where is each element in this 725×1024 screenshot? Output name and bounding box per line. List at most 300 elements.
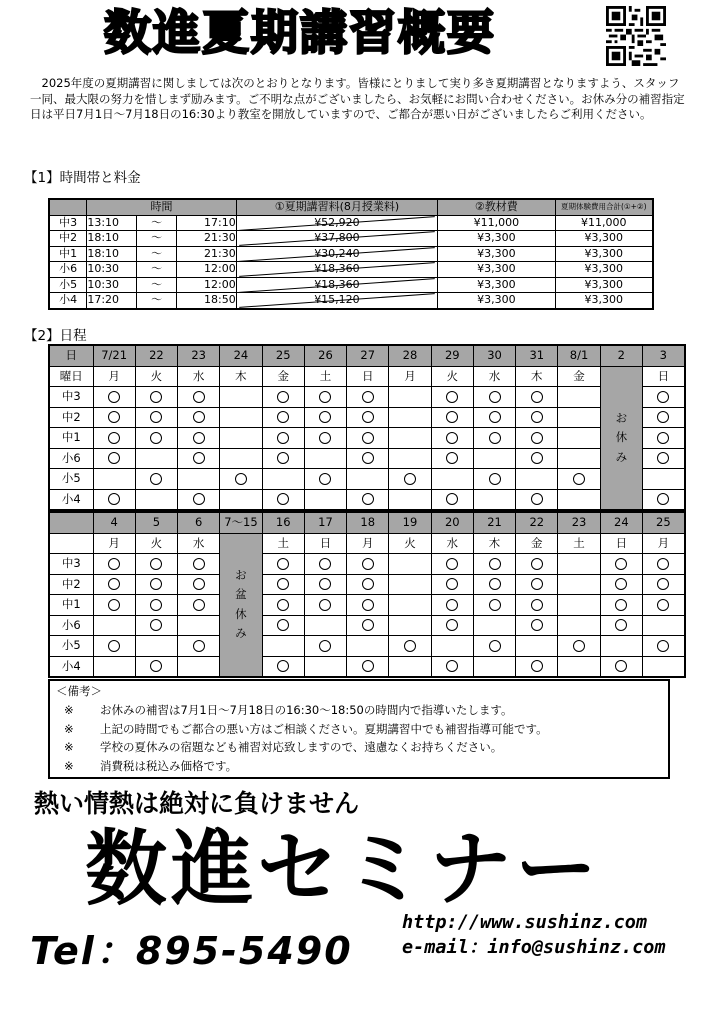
session-mark-icon <box>193 599 205 611</box>
session-cell <box>178 448 220 469</box>
session-cell <box>135 595 177 616</box>
fee-end-cell: 21:30 <box>176 246 236 262</box>
holiday-char: み <box>235 626 247 641</box>
date-cell: 5 <box>135 512 177 533</box>
session-cell <box>473 428 515 449</box>
fee-course-cell <box>236 246 437 262</box>
note-mark: ※ <box>64 740 74 754</box>
session-mark-icon <box>657 599 669 611</box>
weekday-cell: 月 <box>642 533 684 554</box>
grade-row <box>49 656 685 677</box>
weekday-cell: 土 <box>262 533 304 554</box>
date-cell: 7/21 <box>93 345 135 366</box>
session-mark-icon <box>108 391 120 403</box>
fee-total-cell: ¥3,300 <box>555 277 653 293</box>
date-cell: 24 <box>600 512 642 533</box>
session-mark-icon <box>531 432 543 444</box>
session-cell <box>516 489 558 510</box>
session-cell <box>135 656 177 677</box>
fee-end-cell: 21:30 <box>176 231 236 247</box>
fee-material-cell: ¥3,300 <box>438 293 555 309</box>
note-text: 上記の時間でもご都合の悪い方はご相談ください。夏期講習中でも補習指導可能です。 <box>100 721 548 736</box>
weekday-cell: 木 <box>473 533 515 554</box>
grade-row <box>49 428 685 449</box>
grade-row <box>49 489 685 510</box>
session-mark-icon <box>319 391 331 403</box>
session-mark-icon <box>489 473 501 485</box>
weekday-cell: 火 <box>431 366 473 387</box>
grade-row <box>49 387 685 408</box>
fee-grade-cell: 小5 <box>49 277 87 293</box>
date-row <box>49 512 685 533</box>
session-cell <box>600 615 642 636</box>
session-cell <box>431 407 473 428</box>
fee-course-cell <box>236 293 437 309</box>
session-cell <box>93 636 135 657</box>
date-cell: 4 <box>93 512 135 533</box>
session-cell <box>93 387 135 408</box>
session-mark-icon <box>657 432 669 444</box>
fee-course-cell <box>236 215 437 231</box>
session-cell <box>558 615 600 636</box>
session-cell <box>642 489 684 510</box>
fee-row <box>49 293 653 309</box>
session-mark-icon <box>489 578 501 590</box>
session-mark-icon <box>277 558 289 570</box>
session-cell <box>304 448 346 469</box>
session-cell <box>389 636 431 657</box>
session-mark-icon <box>404 473 416 485</box>
session-cell <box>93 595 135 616</box>
fee-row <box>49 215 653 231</box>
grade-cell: 中3 <box>49 387 93 408</box>
session-mark-icon <box>150 660 162 672</box>
struck-price: ¥30,240 <box>314 246 360 260</box>
session-cell <box>516 428 558 449</box>
fee-total-cell: ¥3,300 <box>555 262 653 278</box>
session-cell <box>93 448 135 469</box>
grade-cell: 中3 <box>49 554 93 575</box>
session-cell <box>431 428 473 449</box>
fee-grade-cell: 小4 <box>49 293 87 309</box>
session-mark-icon <box>446 578 458 590</box>
session-cell <box>178 574 220 595</box>
fee-material-cell: ¥3,300 <box>438 246 555 262</box>
corner-cell: 日 <box>49 345 93 366</box>
holiday-char: み <box>615 449 628 464</box>
session-mark-icon <box>446 432 458 444</box>
session-mark-icon <box>108 452 120 464</box>
grade-row <box>49 554 685 575</box>
session-mark-icon <box>362 391 374 403</box>
weekday-cell: 火 <box>135 533 177 554</box>
session-cell <box>558 428 600 449</box>
session-cell <box>220 469 262 490</box>
note-line <box>64 721 548 737</box>
session-mark-icon <box>446 599 458 611</box>
fee-total-cell: ¥11,000 <box>555 215 653 231</box>
weekday-label: 曜日 <box>49 366 93 387</box>
fee-grade-cell: 中2 <box>49 231 87 247</box>
session-cell <box>516 595 558 616</box>
session-cell <box>347 489 389 510</box>
session-cell <box>262 387 304 408</box>
session-cell <box>389 469 431 490</box>
weekday-cell: 水 <box>178 533 220 554</box>
fee-start-cell: 10:30 <box>87 262 137 278</box>
session-mark-icon <box>319 558 331 570</box>
session-cell <box>178 428 220 449</box>
date-cell: 25 <box>642 512 684 533</box>
session-cell <box>642 469 684 490</box>
fee-sep-cell: ～ <box>137 262 177 278</box>
session-mark-icon <box>108 558 120 570</box>
fee-header-material: ②教材費 <box>438 199 555 215</box>
session-cell <box>431 615 473 636</box>
session-cell <box>347 448 389 469</box>
weekday-cell: 日 <box>347 366 389 387</box>
session-mark-icon <box>150 473 162 485</box>
fee-sep-cell: ～ <box>137 277 177 293</box>
session-mark-icon <box>277 660 289 672</box>
session-cell <box>178 656 220 677</box>
fee-start-cell: 18:10 <box>87 231 137 247</box>
fee-start-cell: 17:20 <box>87 293 137 309</box>
session-mark-icon <box>531 452 543 464</box>
fee-total-cell: ¥3,300 <box>555 231 653 247</box>
session-mark-icon <box>193 432 205 444</box>
session-cell <box>262 554 304 575</box>
session-mark-icon <box>277 493 289 505</box>
weekday-cell: 土 <box>558 533 600 554</box>
session-mark-icon <box>277 411 289 423</box>
session-cell <box>178 615 220 636</box>
session-cell <box>220 428 262 449</box>
section-heading-schedule: 【2】日程 <box>24 328 87 344</box>
session-cell <box>558 448 600 469</box>
date-cell: 22 <box>516 512 558 533</box>
date-row <box>49 345 685 366</box>
session-mark-icon <box>573 473 585 485</box>
session-mark-icon <box>615 660 627 672</box>
session-cell <box>304 595 346 616</box>
session-cell <box>262 574 304 595</box>
session-mark-icon <box>446 558 458 570</box>
weekday-cell: 水 <box>178 366 220 387</box>
grade-cell: 中2 <box>49 574 93 595</box>
struck-price: ¥18,360 <box>314 277 360 291</box>
session-cell <box>558 387 600 408</box>
date-cell: 30 <box>473 345 515 366</box>
fee-sep-cell: ～ <box>137 293 177 309</box>
fee-row <box>49 262 653 278</box>
session-cell <box>347 615 389 636</box>
session-cell <box>389 387 431 408</box>
fee-header-blank <box>49 199 87 215</box>
date-cell: 3 <box>642 345 684 366</box>
date-cell: 20 <box>431 512 473 533</box>
session-cell <box>347 407 389 428</box>
struck-price: ¥15,120 <box>314 293 360 307</box>
session-cell <box>347 387 389 408</box>
session-mark-icon <box>446 452 458 464</box>
session-cell <box>304 656 346 677</box>
note-line <box>64 758 237 774</box>
session-mark-icon <box>489 432 501 444</box>
session-mark-icon <box>235 473 247 485</box>
session-mark-icon <box>108 599 120 611</box>
session-cell <box>135 387 177 408</box>
fee-end-cell: 12:00 <box>176 277 236 293</box>
session-cell <box>262 469 304 490</box>
session-mark-icon <box>319 432 331 444</box>
note-mark: ※ <box>64 721 74 736</box>
session-mark-icon <box>531 493 543 505</box>
note-mark: ※ <box>64 758 74 773</box>
session-cell <box>473 554 515 575</box>
session-cell <box>135 469 177 490</box>
session-mark-icon <box>150 432 162 444</box>
session-mark-icon <box>446 619 458 631</box>
session-cell <box>431 636 473 657</box>
session-cell <box>262 615 304 636</box>
session-mark-icon <box>531 660 543 672</box>
session-cell <box>431 448 473 469</box>
session-mark-icon <box>193 391 205 403</box>
fee-grade-cell: 中1 <box>49 246 87 262</box>
session-mark-icon <box>615 578 627 590</box>
session-cell <box>642 554 684 575</box>
grade-cell: 小5 <box>49 469 93 490</box>
session-cell <box>558 489 600 510</box>
session-cell <box>642 448 684 469</box>
session-cell <box>93 574 135 595</box>
session-cell <box>389 448 431 469</box>
session-mark-icon <box>657 411 669 423</box>
session-cell <box>516 448 558 469</box>
struck-price: ¥18,360 <box>314 262 360 276</box>
weekday-cell: 土 <box>304 366 346 387</box>
date-cell: 23 <box>558 512 600 533</box>
session-mark-icon <box>193 452 205 464</box>
fee-sep-cell: ～ <box>137 215 177 231</box>
fee-row <box>49 246 653 262</box>
fee-header-time: 時間 <box>87 199 236 215</box>
session-cell <box>220 489 262 510</box>
school-name: 数進セミナー <box>85 822 602 917</box>
session-mark-icon <box>193 578 205 590</box>
session-cell <box>473 615 515 636</box>
date-cell: 18 <box>347 512 389 533</box>
session-cell <box>262 448 304 469</box>
fee-total-cell: ¥3,300 <box>555 246 653 262</box>
session-mark-icon <box>150 619 162 631</box>
fee-course-cell <box>236 231 437 247</box>
date-cell: 24 <box>220 345 262 366</box>
session-cell <box>558 636 600 657</box>
session-mark-icon <box>657 452 669 464</box>
session-mark-icon <box>362 558 374 570</box>
session-cell <box>135 489 177 510</box>
fee-grade-cell: 中3 <box>49 215 87 231</box>
fee-start-cell: 10:30 <box>87 277 137 293</box>
website-link[interactable]: http://www.sushinz.com <box>402 912 648 933</box>
session-cell <box>558 656 600 677</box>
grade-row <box>49 574 685 595</box>
session-mark-icon <box>489 640 501 652</box>
session-mark-icon <box>446 391 458 403</box>
date-cell: 27 <box>347 345 389 366</box>
note-text: 学校の夏休みの宿題なども補習対応致しますので、遠慮なくお持ちください。 <box>100 740 503 754</box>
session-cell <box>304 469 346 490</box>
qr-code-icon[interactable] <box>606 6 666 66</box>
session-cell <box>262 656 304 677</box>
session-cell <box>558 554 600 575</box>
session-cell <box>558 595 600 616</box>
session-mark-icon <box>277 391 289 403</box>
session-mark-icon <box>615 619 627 631</box>
session-cell <box>642 387 684 408</box>
session-cell <box>473 656 515 677</box>
session-cell <box>220 448 262 469</box>
weekday-cell: 月 <box>389 366 431 387</box>
note-text: 消費税は税込み価格です。 <box>100 758 238 773</box>
weekday-cell: 日 <box>600 533 642 554</box>
date-cell: 8/1 <box>558 345 600 366</box>
session-cell <box>135 636 177 657</box>
date-cell: 17 <box>304 512 346 533</box>
weekday-cell: 月 <box>93 533 135 554</box>
fee-sep-cell: ～ <box>137 246 177 262</box>
session-mark-icon <box>150 558 162 570</box>
session-cell <box>558 407 600 428</box>
session-mark-icon <box>489 558 501 570</box>
session-cell <box>473 636 515 657</box>
session-cell <box>347 656 389 677</box>
session-cell <box>431 554 473 575</box>
session-cell <box>431 387 473 408</box>
session-cell <box>431 469 473 490</box>
holiday-char: お <box>235 567 247 582</box>
session-cell <box>178 407 220 428</box>
session-cell <box>220 387 262 408</box>
weekday-cell: 日 <box>304 533 346 554</box>
contact-block <box>402 910 666 960</box>
weekday-cell: 火 <box>135 366 177 387</box>
session-cell <box>178 554 220 575</box>
weekday-cell: 月 <box>93 366 135 387</box>
session-cell <box>516 656 558 677</box>
session-cell <box>178 469 220 490</box>
date-cell: 19 <box>389 512 431 533</box>
session-cell <box>642 574 684 595</box>
session-cell <box>600 554 642 575</box>
struck-price: ¥37,800 <box>314 231 360 245</box>
session-cell <box>642 428 684 449</box>
session-cell <box>389 615 431 636</box>
session-cell <box>135 554 177 575</box>
grade-row <box>49 469 685 490</box>
session-cell <box>347 554 389 575</box>
email-link[interactable]: e-mail：info@sushinz.com <box>402 937 666 958</box>
session-mark-icon <box>362 493 374 505</box>
section-heading-fees: 【1】時間帯と料金 <box>24 170 141 186</box>
session-cell <box>431 574 473 595</box>
fee-end-cell: 18:50 <box>176 293 236 309</box>
session-cell <box>304 636 346 657</box>
corner-cell <box>49 512 93 533</box>
date-cell: 7～15 <box>220 512 262 533</box>
session-mark-icon <box>150 599 162 611</box>
session-mark-icon <box>150 578 162 590</box>
session-mark-icon <box>531 411 543 423</box>
fee-material-cell: ¥3,300 <box>438 277 555 293</box>
session-mark-icon <box>150 411 162 423</box>
grade-row <box>49 595 685 616</box>
fee-course-cell <box>236 277 437 293</box>
phone-number[interactable]: Tel：895-5490 <box>30 929 353 973</box>
session-cell <box>178 636 220 657</box>
session-mark-icon <box>489 391 501 403</box>
session-mark-icon <box>531 578 543 590</box>
notes-box <box>48 679 670 779</box>
fee-header-course: ①夏期講習料(8月授業料) <box>236 199 437 215</box>
fee-material-cell: ¥3,300 <box>438 231 555 247</box>
session-mark-icon <box>446 493 458 505</box>
session-cell <box>642 656 684 677</box>
date-cell: 26 <box>304 345 346 366</box>
session-cell <box>93 469 135 490</box>
fee-total-cell: ¥3,300 <box>555 293 653 309</box>
session-cell <box>93 407 135 428</box>
session-cell <box>473 469 515 490</box>
session-mark-icon <box>108 432 120 444</box>
weekday-cell: 金 <box>558 366 600 387</box>
session-cell <box>347 469 389 490</box>
session-cell <box>304 428 346 449</box>
session-cell <box>600 574 642 595</box>
session-mark-icon <box>193 640 205 652</box>
slogan: 熱い情熱は絶対に負けません <box>34 789 360 818</box>
session-mark-icon <box>489 599 501 611</box>
session-mark-icon <box>362 432 374 444</box>
session-cell <box>135 407 177 428</box>
session-cell <box>516 407 558 428</box>
date-cell: 28 <box>389 345 431 366</box>
session-cell <box>304 387 346 408</box>
grade-cell: 小5 <box>49 636 93 657</box>
date-cell: 22 <box>135 345 177 366</box>
session-cell <box>93 554 135 575</box>
date-cell: 16 <box>262 512 304 533</box>
session-cell <box>516 469 558 490</box>
session-mark-icon <box>657 493 669 505</box>
session-mark-icon <box>319 599 331 611</box>
session-cell <box>304 574 346 595</box>
date-cell: 29 <box>431 345 473 366</box>
notes-title: ＜備考＞ <box>56 684 102 698</box>
session-mark-icon <box>573 640 585 652</box>
date-cell: 31 <box>516 345 558 366</box>
session-cell <box>558 469 600 490</box>
session-mark-icon <box>362 578 374 590</box>
grade-cell: 中1 <box>49 595 93 616</box>
fee-start-cell: 13:10 <box>87 215 137 231</box>
session-cell <box>347 636 389 657</box>
date-cell: 25 <box>262 345 304 366</box>
session-mark-icon <box>108 640 120 652</box>
session-mark-icon <box>319 473 331 485</box>
